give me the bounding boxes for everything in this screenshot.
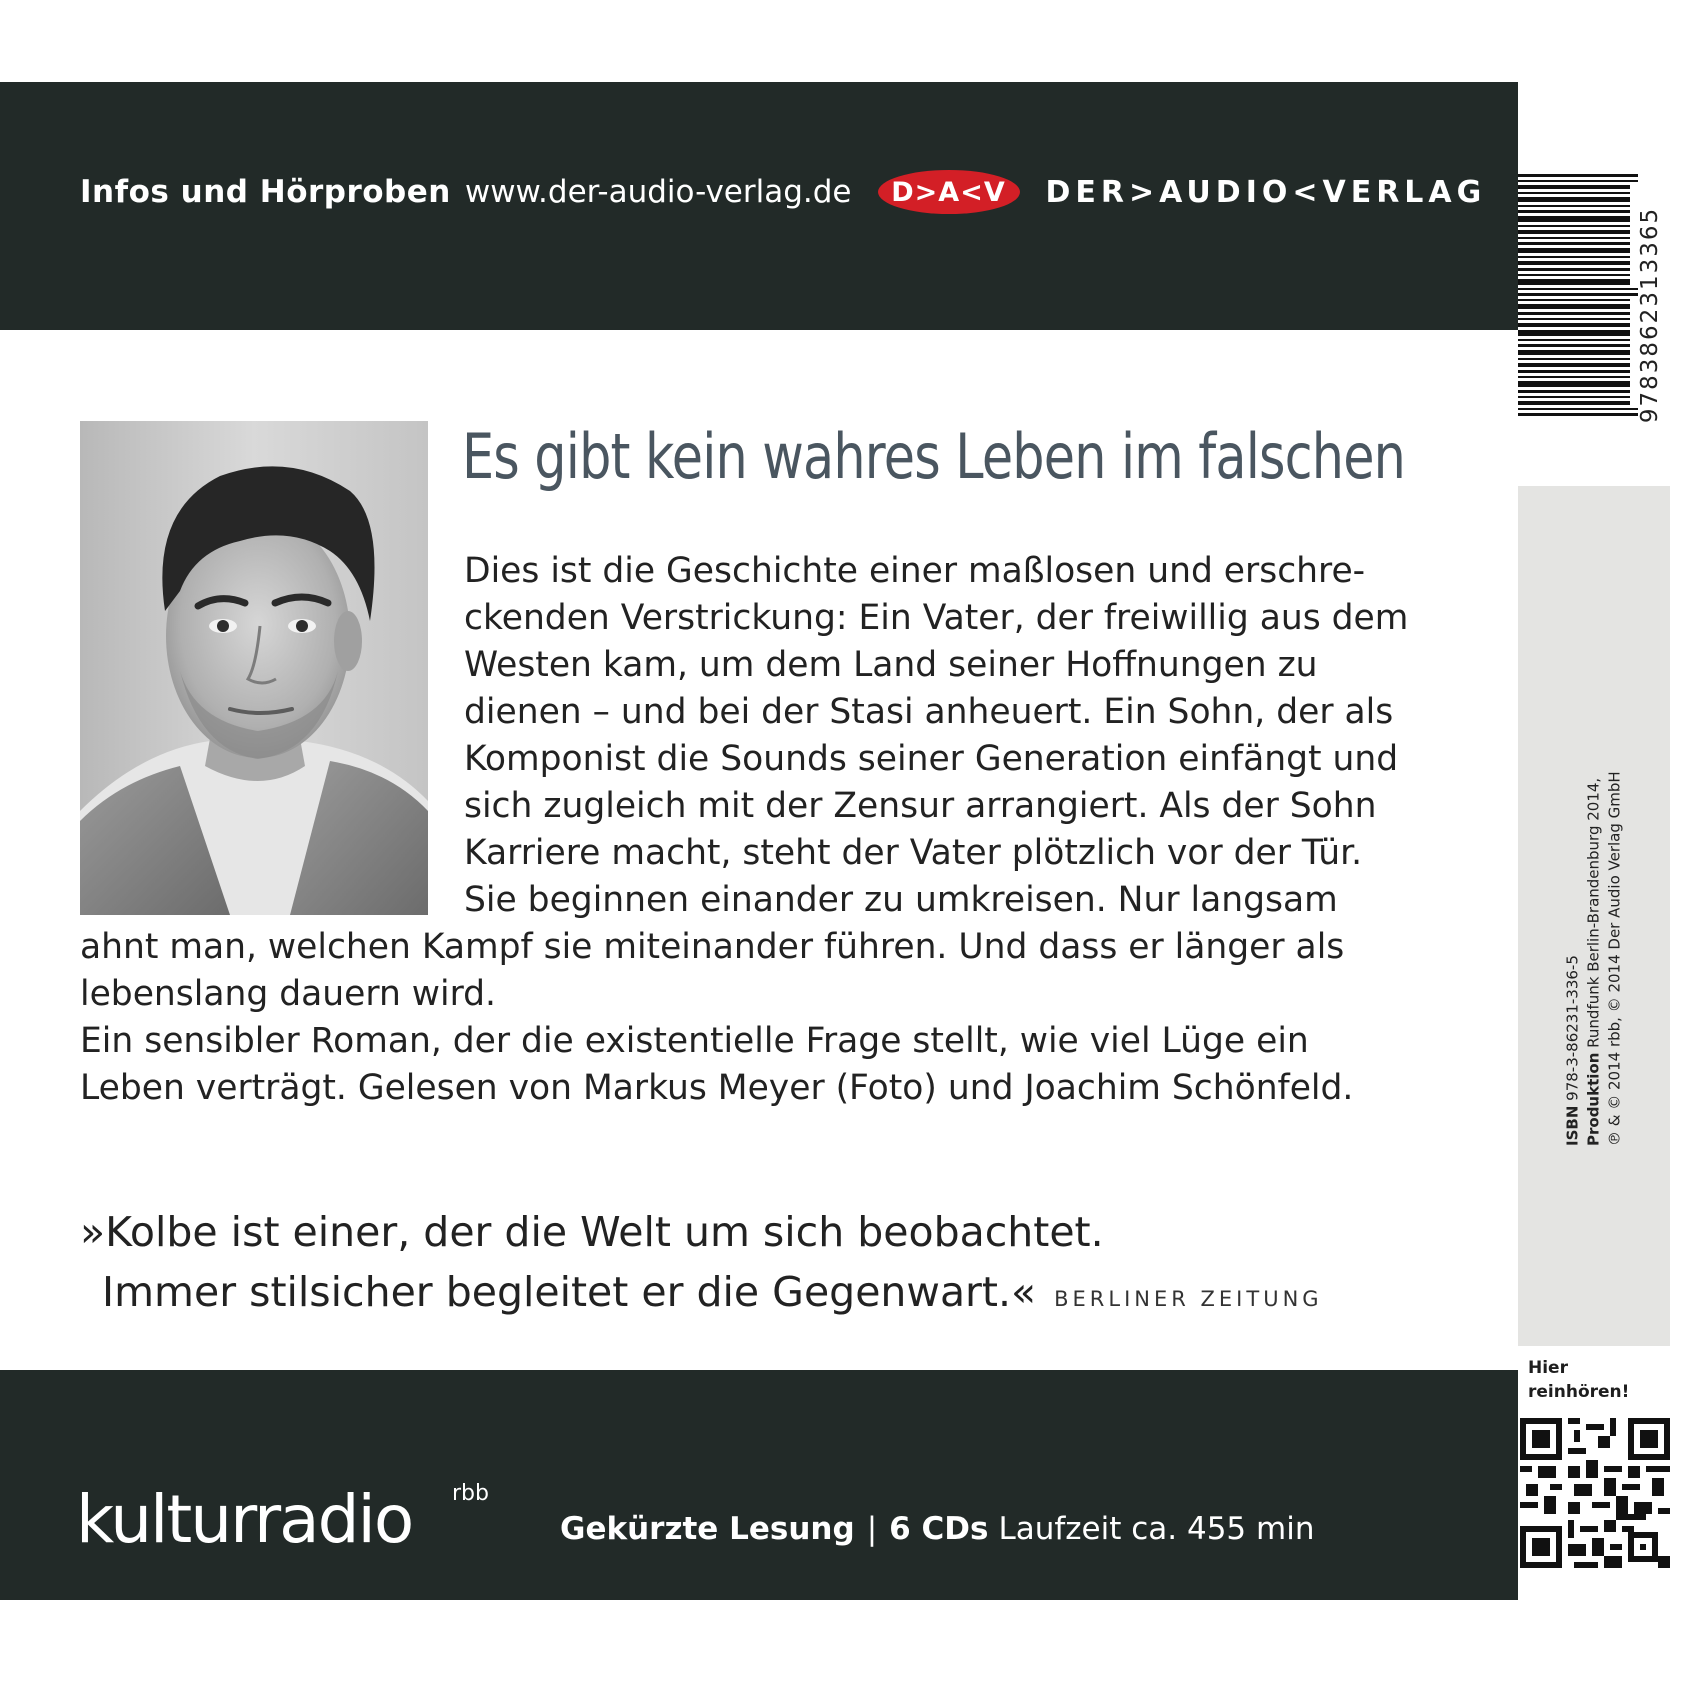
description-line: Ein sensibler Roman, der die existentielle Frage stellt, wie viel Lüge ein	[80, 1021, 1309, 1061]
quote-line-1: »Kolbe ist einer, der die Welt um sich beobachtet.	[80, 1208, 1104, 1256]
description-line: dienen – und bei der Stasi anheuert. Ein Sohn, der als	[464, 692, 1394, 732]
isbn-label: ISBN	[1563, 1105, 1582, 1146]
barcode-icon	[1518, 174, 1638, 418]
barcode-digits	[1636, 180, 1664, 450]
brand-name: kulturradio	[76, 1481, 413, 1558]
headline: Es gibt kein wahres Leben im falschen	[462, 420, 1406, 493]
info-label: Infos und Hörproben	[80, 174, 451, 210]
publisher-name: DER>AUDIO<VERLAG	[1045, 174, 1487, 210]
description-line: ckenden Verstrickung: Ein Vater, der freiwillig aus dem	[464, 598, 1409, 638]
listen-label	[1528, 1356, 1629, 1404]
quote-line-2	[80, 1262, 1460, 1329]
edition-separator: |	[866, 1511, 878, 1547]
credit-panel	[1518, 486, 1670, 1346]
header-row	[80, 170, 1486, 214]
isbn-value: 978-3-86231-336-5	[1563, 955, 1582, 1101]
brand-sup: rbb	[452, 1481, 489, 1506]
description-line: Westen kam, um dem Land seiner Hoffnungen zu	[464, 645, 1318, 685]
description-line: Sie beginnen einander zu umkreisen. Nur langsam	[464, 880, 1338, 920]
credit-text	[1563, 686, 1626, 1146]
copyright-line: ℗ & © 2014 rbb, © 2014 Der Audio Verlag GmbH	[1605, 771, 1624, 1146]
description-line: Dies ist die Geschichte einer maßlosen und erschre-	[464, 551, 1366, 591]
description-line: Leben verträgt. Gelesen von Markus Meyer (Foto) und Joachim Schönfeld.	[80, 1068, 1354, 1108]
quote-line-2-text: Immer stilsicher begleitet er die Gegenwart.«	[102, 1268, 1037, 1316]
runtime: Laufzeit ca. 455 min	[998, 1511, 1315, 1547]
description	[80, 548, 1480, 1112]
description-line: ahnt man, welchen Kampf sie miteinander führen. Und dass er länger als	[80, 927, 1345, 967]
publisher-url[interactable]: www.der-audio-verlag.de	[464, 174, 852, 210]
edition-type: Gekürzte Lesung	[560, 1511, 855, 1547]
listen-line-2: reinhören!	[1528, 1382, 1630, 1402]
press-quote	[80, 1202, 1460, 1329]
isbn-line	[1563, 686, 1584, 1146]
production-label: Produktion	[1584, 1052, 1603, 1146]
description-line: sich zugleich mit der Zensur arrangiert. Als der Sohn	[464, 786, 1377, 826]
description-line: Karriere macht, steht der Vater plötzlich vor der Tür.	[464, 833, 1363, 873]
dav-logo-badge: D>A<V	[878, 170, 1020, 214]
qr-code-icon[interactable]	[1520, 1418, 1670, 1568]
production-line	[1584, 686, 1605, 1146]
description-line: Komponist die Sounds seiner Generation einfängt und	[464, 739, 1399, 779]
disc-count: 6 CDs	[889, 1511, 989, 1547]
listen-line-1: Hier	[1528, 1358, 1568, 1378]
edition-row	[560, 1506, 1314, 1552]
production-value: Rundfunk Berlin-Brandenburg 2014,	[1584, 777, 1603, 1048]
kulturradio-logo	[76, 1470, 516, 1560]
barcode-number: 9783862313365	[1637, 206, 1664, 424]
description-line: lebenslang dauern wird.	[80, 974, 497, 1014]
quote-source: BERLINER ZEITUNG	[1054, 1287, 1323, 1311]
